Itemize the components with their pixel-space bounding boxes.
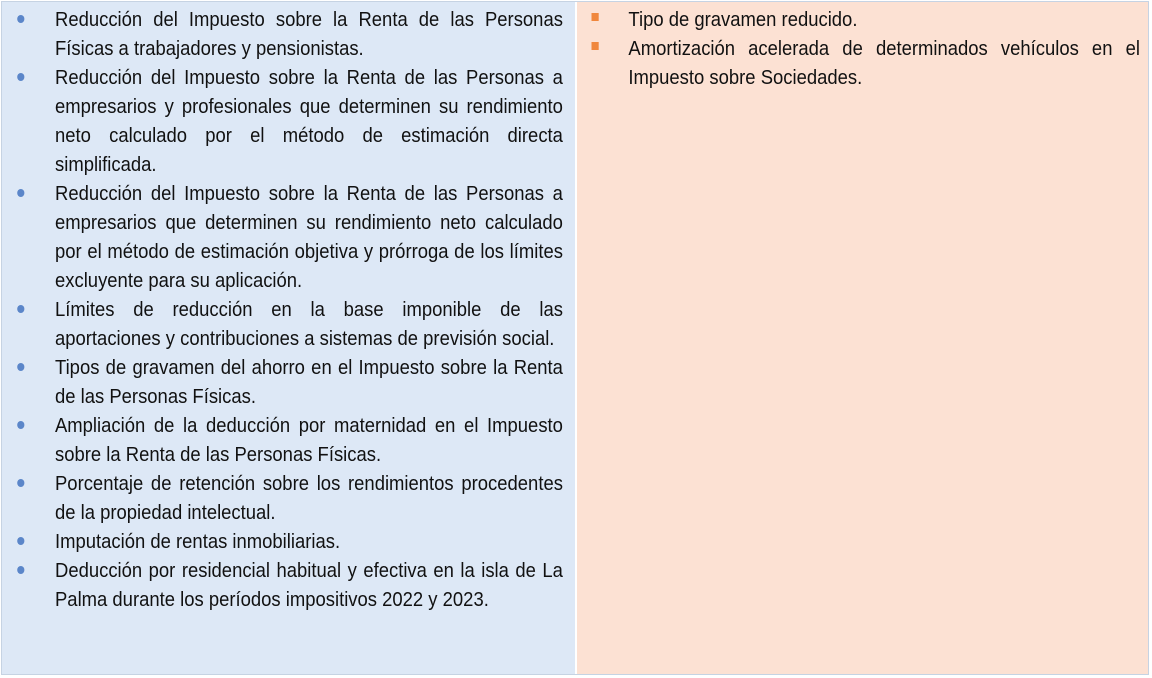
list-item xyxy=(10,5,563,63)
list-item xyxy=(10,179,563,295)
left-list xyxy=(10,5,563,614)
list-item-text: Reducción del Impuesto sobre la Renta de las Personas a empresarios y profesionales que determinen su rendimiento neto calculado por el método de estimación directa simplificada. xyxy=(55,66,563,176)
list-item-text: Tipo de gravamen reducido. xyxy=(628,8,858,31)
bullet-dot-icon xyxy=(17,537,24,545)
list-item-text: Porcentaje de retención sobre los rendimientos procedentes de la propiedad intelectual. xyxy=(55,472,563,524)
measures-table xyxy=(1,1,1149,675)
list-item xyxy=(10,295,563,353)
list-item-text: Reducción del Impuesto sobre la Renta de las Personas Físicas a trabajadores y pensionistas. xyxy=(55,8,563,60)
list-item xyxy=(10,527,563,556)
bullet-dot-icon xyxy=(17,15,24,23)
list-item xyxy=(587,34,1140,92)
right-list xyxy=(587,5,1140,92)
right-column xyxy=(577,2,1148,674)
list-item xyxy=(587,5,1140,34)
bullet-dot-icon xyxy=(17,73,24,81)
bullet-dot-icon xyxy=(17,363,24,371)
list-item xyxy=(10,353,563,411)
list-item-text: Amortización acelerada de determinados vehículos en el Impuesto sobre Sociedades. xyxy=(628,37,1140,89)
bullet-square-icon xyxy=(592,42,599,50)
bullet-dot-icon xyxy=(17,305,24,313)
bullet-square-icon xyxy=(592,13,599,21)
list-item-text: Imputación de rentas inmobiliarias. xyxy=(55,530,341,553)
list-item xyxy=(10,411,563,469)
bullet-dot-icon xyxy=(17,421,24,429)
list-item-text: Deducción por residencial habitual y efectiva en la isla de La Palma durante los períodos impositivos 2022 y 2023. xyxy=(55,559,563,611)
list-item-text: Límites de reducción en la base imponible de las aportaciones y contribuciones a sistemas de previsión social. xyxy=(55,298,563,350)
left-column xyxy=(2,2,577,674)
list-item-text: Tipos de gravamen del ahorro en el Impuesto sobre la Renta de las Personas Físicas. xyxy=(55,356,563,408)
list-item xyxy=(10,469,563,527)
bullet-dot-icon xyxy=(17,566,24,574)
bullet-dot-icon xyxy=(17,479,24,487)
list-item xyxy=(10,556,563,614)
bullet-dot-icon xyxy=(17,189,24,197)
list-item-text: Ampliación de la deducción por maternidad en el Impuesto sobre la Renta de las Personas Físicas. xyxy=(55,414,563,466)
list-item xyxy=(10,63,563,179)
list-item-text: Reducción del Impuesto sobre la Renta de las Personas a empresarios que determinen su rendimiento neto calculado por el método de estimación objetiva y prórroga de los límites excluyente para su aplicación. xyxy=(55,182,563,292)
